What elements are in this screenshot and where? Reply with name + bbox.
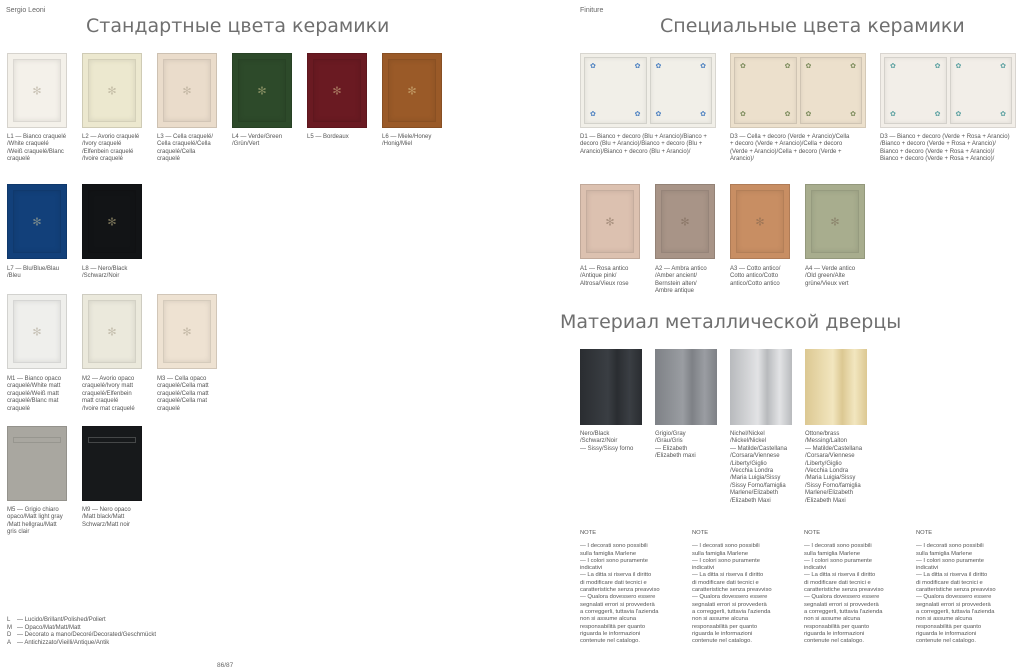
swatch-l2: ✻ [82,53,142,128]
swatch-m5-label: M5 — Grigio chiaro opaco/Matt light gray /Matt hellgrau/Matt gris clair [7,507,63,536]
legend-text: — Antichizzato/Vieilli/Antique/Antik [17,639,110,646]
metal-nickel-label: Nichel/Nickel /Nickel/Nickel — Matilde/Castellana /Corsara/Viennese /Liberty/Giglio /Vecchia Londra /Maria Luigia/Sissy /Sissy Forno/famiglia Marlene/Elizabeth /Elizabeth Maxi [730,431,788,504]
decor-tile [800,57,863,124]
flower-icon: ✿ [740,63,746,70]
page-number: 86/87 [217,662,234,669]
flower-icon: ✿ [634,63,641,70]
decor-tile [584,57,647,124]
legend-row [7,632,156,640]
note-text: — I decorati sono possibili sulla famiglia Marlene — I colori sono puramente indicativi — La ditta si riserva il diritto di modificare dati tecnici e caratteristiche senza preavviso — Qualora dovessero essere segnalati errori si provvederà a correggerli, tuttavia l'azienda non si assume alcuna responsabilità per quanto riguarda le informazioni contenute nel catalogo. [916,543,996,645]
swatch-l5: ✻ [307,53,367,128]
flower-icon: ✿ [784,63,791,70]
flower-icon: ✿ [850,63,856,70]
flower-icon: ✿ [700,63,706,70]
flower-icon: ✿ [1000,63,1006,70]
swatch-l7-label: L7 — Blu/Blue/Blau /Bleu [7,266,60,280]
swatch-m3: ✻ [157,294,217,369]
metal-brass-label: Ottone/brass /Messing/Laiton — Matilde/Castellana /Corsara/Viennese /Liberty/Giglio /Vecchia Londra /Maria Luigia/Sissy /Sissy Forno/famiglia Marlene/Elizabeth /Elizabeth Maxi [805,431,863,504]
note-text: — I decorati sono possibili sulla famiglia Marlene — I colori sono puramente indicativi — La ditta si riserva il diritto di modificare dati tecnici e caratteristiche senza preavviso — Qualora dovessero essere segnalati errori si provvederà a correggerli, tuttavia l'azienda non si assume alcuna responsabilità per quanto riguarda le informazioni contenute nel catalogo. [692,543,772,645]
note-heading: NOTE [804,530,821,536]
flower-icon: ✿ [590,63,596,70]
section-name: Finiture [580,7,604,14]
swatch-l4-label: L4 — Verde/Green /Grün/Vert [232,134,283,148]
swatch-m1: ✻ [7,294,67,369]
legend-text: — Decorato a mano/Decoré/Decorated/Geschmückt [17,632,157,639]
legend-code: M [7,624,12,631]
flower-icon: ✿ [700,111,706,118]
swatch-l5-label: L5 — Bordeaux [307,134,349,140]
swatch-m2-label: M2 — Avorio opaco craquelé/Ivory matt craquelé/Elfenbein matt craquelé /Ivoire mat craquelé [82,376,135,412]
finish-legend [7,617,156,647]
special-colors-title: Специальные цвета керамики [660,15,965,37]
flower-icon: ✿ [655,111,662,118]
legend-code: L [7,617,11,623]
note-heading: NOTE [580,530,597,536]
note-block [804,530,914,645]
swatch-d1-label: D1 — Bianco + decoro (Blu + Arancio)/Bianco + decoro (Blu + Arancio)/Bianco + decoro (Blu + Arancio)/Bianco + decoro (Blu + Arancio)/ [580,134,707,155]
swatch-l3-label: L3 — Cella craquelé/ Cella craquelé/Cella craquelé/Cella craquelé [157,134,214,163]
note-block [692,530,802,645]
flower-icon: ✿ [805,63,812,70]
note-heading: NOTE [692,530,709,536]
swatch-l3: ✻ [157,53,217,128]
swatch-a1-label: A1 — Rosa antico /Antique pink/ Altrosa/Vieux rose [580,266,629,287]
note-text: — I decorati sono possibili sulla famiglia Marlene — I colori sono puramente indicativi — La ditta si riserva il diritto di modificare dati tecnici e caratteristiche senza preavviso — Qualora dovessero essere segnalati errori si provvederà a correggerli, tuttavia l'azienda non si assume alcuna responsabilità per quanto riguarda le informazioni contenute nel catalogo. [804,543,884,645]
flower-icon: ✿ [934,63,941,70]
legend-row [7,625,156,633]
swatch-m1-label: M1 — Bianco opaco craquelé/White matt craquelé/Weiß matt craquelé/Blanc mat craquelé [7,376,62,412]
legend-text: — Lucido/Brillant/Polished/Poliert [17,617,106,623]
decor-tile [650,57,713,124]
swatch-m2: ✻ [82,294,142,369]
decor-tile [734,57,797,124]
flower-icon: ✿ [1000,111,1006,118]
metal-black-label: Nero/Black /Schwarz/Noir — Sissy/Sissy forno [580,431,634,452]
swatch-d3-cella [730,53,866,128]
standard-colors-title: Стандартные цвета керамики [86,15,390,37]
note-block [580,530,690,645]
flower-icon: ✿ [634,111,641,118]
flower-icon: ✿ [655,63,662,70]
swatch-l1-label: L1 — Bianco craquelé /White craquelé /Weiß craquelé/Blanc craquelé [7,134,67,163]
decor-tile [950,57,1013,124]
swatch-a2-label: A2 — Ambra antico /Amber ancient/ Bernstein alten/ Ambre antique [655,266,707,295]
legend-code: D [7,632,12,639]
metal-swatch-gray [655,349,717,425]
swatch-l6: ✻ [382,53,442,128]
swatch-d1 [580,53,716,128]
swatch-l4: ✻ [232,53,292,128]
legend-text: — Opaco/Mat/Matt/Matt [17,624,81,631]
decor-tile [884,57,947,124]
flower-icon: ✿ [890,63,896,70]
swatch-a4-label: A4 — Verde antico /Old green/Alte grüne/Vieux vert [805,266,856,287]
swatch-l6-label: L6 — Miele/Honey /Honig/Miel [382,134,432,148]
flower-icon: ✿ [934,111,941,118]
swatch-l1: ✻ [7,53,67,128]
flower-icon: ✿ [590,111,596,118]
legend-row [7,640,156,648]
note-text: — I decorati sono possibili sulla famiglia Marlene — I colori sono puramente indicativi — La ditta si riserva il diritto di modificare dati tecnici e caratteristiche senza preavviso — Qualora dovessero essere segnalati errori si provvederà a correggerli, tuttavia l'azienda non si assume alcuna responsabilità per quanto riguarda le informazioni contenute nel catalogo. [580,543,660,645]
flower-icon: ✿ [955,63,962,70]
swatch-m3-label: M3 — Cella opaco craquelé/Cella matt craquelé/Cella matt craquelé/Cella mat craquelé [157,376,209,412]
swatch-l7: ✻ [7,184,67,259]
flower-icon: ✿ [784,111,791,118]
legend-code: A [7,639,12,646]
flower-icon: ✿ [955,111,962,118]
swatch-a2: ✻ [655,184,715,259]
metal-swatch-brass [805,349,867,425]
flower-icon: ✿ [740,111,746,118]
swatch-m9-label: M9 — Nero opaco /Matt black/Matt Schwarz/Matt noir [82,507,131,528]
metal-swatch-black [580,349,642,425]
flower-icon: ✿ [850,111,856,118]
note-block [916,530,1024,645]
swatch-m5 [7,426,67,501]
metal-swatch-nickel [730,349,792,425]
swatch-d3-cella-label: D3 — Cella + decoro (Verde + Arancio)/Cella + decoro (Verde + Arancio)/Cella + decoro (Verde + Arancio)/Cella + decoro (Verde + Arancio)/ [730,134,850,163]
swatch-a1: ✻ [580,184,640,259]
swatch-a4: ✻ [805,184,865,259]
brand-name: Sergio Leoni [6,7,46,14]
swatch-a3: ✻ [730,184,790,259]
metal-gray-label: Grigio/Gray /Grau/Gris — Elizabeth /Elizabeth maxi [655,431,696,460]
swatch-l8-label: L8 — Nero/Black /Schwarz/Noir [82,266,128,280]
swatch-a3-label: A3 — Cotto antico/ Cotto antico/Cotto antico/Cotto antico [730,266,781,287]
legend-row [7,617,156,625]
swatch-m9 [82,426,142,501]
flower-icon: ✿ [805,111,812,118]
swatch-l2-label: L2 — Avorio craquelé /Ivory craquelé /Elfenbein craquelé /Ivoire craquelé [82,134,140,163]
swatch-d3-bianco [880,53,1016,128]
swatch-d3-bianco-label: D3 — Bianco + decoro (Verde + Rosa + Arancio) /Bianco + decoro (Verde + Rosa + Arancio)/ Bianco + decoro (Verde + Rosa + Arancio)/ Bianco + decoro (Verde + Rosa + Arancio)/ [880,134,1010,163]
note-heading: NOTE [916,530,933,536]
metal-door-title: Материал металлической дверцы [560,311,902,333]
swatch-l8: ✻ [82,184,142,259]
flower-icon: ✿ [890,111,896,118]
